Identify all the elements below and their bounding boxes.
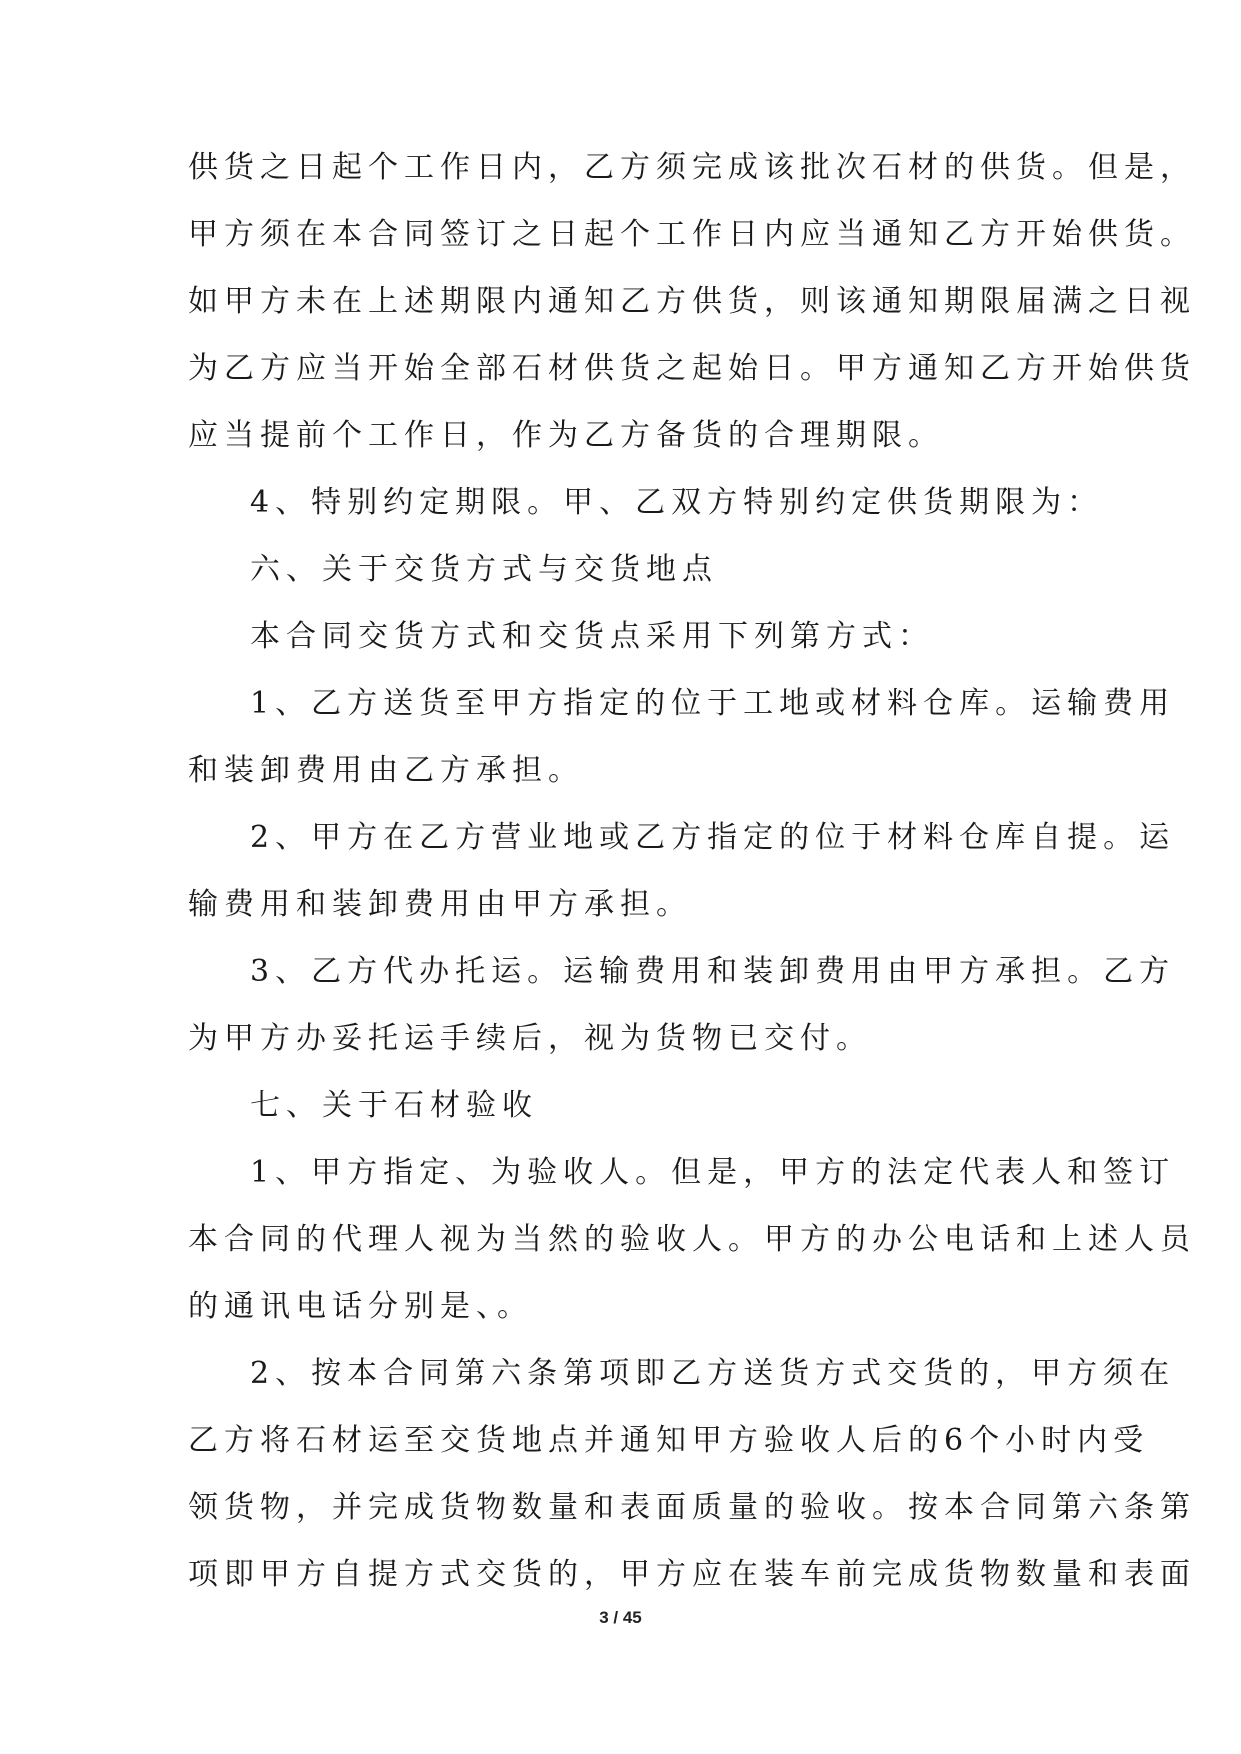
text-line: 的通讯电话分别是、。 bbox=[188, 1289, 533, 1324]
text-line: 为甲方办妥托运手续后，视为货物已交付。 bbox=[188, 1021, 872, 1056]
text-line: 2、甲方在乙方营业地或乙方指定的位于材料仓库自提。运 bbox=[250, 820, 1176, 855]
text-line: 领货物，并完成货物数量和表面质量的验收。按本合同第六条第 bbox=[188, 1490, 1196, 1525]
text-line: 输费用和装卸费用由甲方承担。 bbox=[188, 887, 692, 922]
text-line: 本合同交货方式和交货点采用下列第方式： bbox=[250, 619, 934, 654]
text-line: 和装卸费用由乙方承担。 bbox=[188, 753, 584, 788]
text-line: 本合同的代理人视为当然的验收人。甲方的办公电话和上述人员 bbox=[188, 1222, 1196, 1257]
section-heading: 六、关于交货方式与交货地点 bbox=[250, 552, 718, 587]
text-line: 项即甲方自提方式交货的，甲方应在装车前完成货物数量和表面 bbox=[188, 1557, 1196, 1592]
text-line: 2、按本合同第六条第项即乙方送货方式交货的，甲方须在 bbox=[250, 1356, 1176, 1391]
text-line: 1、乙方送货至甲方指定的位于工地或材料仓库。运输费用 bbox=[250, 686, 1176, 721]
section-heading: 七、关于石材验收 bbox=[250, 1088, 538, 1123]
text-line: 3、乙方代办托运。运输费用和装卸费用由甲方承担。乙方 bbox=[250, 954, 1176, 989]
page-number: 3 / 45 bbox=[599, 1608, 642, 1627]
text-line: 应当提前个工作日，作为乙方备货的合理期限。 bbox=[188, 418, 944, 453]
text-line: 1、甲方指定、为验收人。但是，甲方的法定代表人和签订 bbox=[250, 1155, 1176, 1190]
text-line: 供货之日起个工作日内，乙方须完成该批次石材的供货。但是， bbox=[188, 150, 1196, 185]
text-line: 为乙方应当开始全部石材供货之起始日。甲方通知乙方开始供货 bbox=[188, 351, 1196, 386]
text-line: 甲方须在本合同签订之日起个工作日内应当通知乙方开始供货。 bbox=[188, 217, 1196, 252]
text-line: 乙方将石材运至交货地点并通知甲方验收人后的6个小时内受 bbox=[188, 1423, 1150, 1458]
text-line: 4、特别约定期限。甲、乙双方特别约定供货期限为： bbox=[250, 485, 1104, 520]
text-line: 如甲方未在上述期限内通知乙方供货，则该通知期限届满之日视 bbox=[188, 284, 1196, 319]
